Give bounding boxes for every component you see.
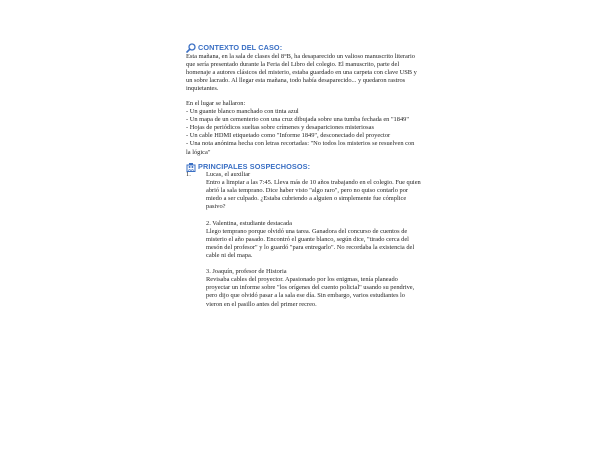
context-line: que sería presentado durante la Feria del Libro del colegio. El manuscrito, parte del [186,61,400,69]
suspect-description-line: Entro a limpiar a las 7:45. Lleva más de 10 años trabajando en el colegio. Fue quien [206,179,421,187]
suspect-description-line: pasivo? [206,203,226,211]
suspect-description-line: pero dijo que olvidó pasar a la sala ese día. Sin embargo, varios estudiantes lo [206,292,406,300]
suspects-heading-text: PRINCIPALES SOSPECHOSOS: [198,161,311,171]
finding-item: - Un mapa de un cementerio con una cruz dibujada sobre una tumba fechada en "1849" [186,116,409,124]
suspect-description-line: Revisaba cables del proyector. Apasionado por los enigmas, tenía planeado [206,276,398,284]
findings-list [186,100,414,157]
suspect-description-line: proyectar un informe sobre "los orígenes del cuento policial" usando su pendrive, [206,284,415,292]
suspect-description [196,276,416,308]
suspect-name: Lucas, el auxiliar [206,171,251,178]
suspect-item [196,171,421,211]
suspect-item [196,220,416,260]
finding-item: - Un guante blanco manchado con tinta azul [186,108,299,116]
suspect-description [196,228,416,260]
suspect-description [196,179,421,211]
finding-item: - Hojas de periódicos sueltas sobre crímenes y desapariciones misteriosas [186,124,374,132]
suspect-name: 3. Joaquín, profesor de Historia [206,268,287,276]
finding-item: - Una nota anónima hecha con letras recortadas: "No todos los misterios se resuelven con [186,140,415,148]
suspects-list [186,171,421,317]
findings-intro: En el lugar se hallaron: [186,100,246,107]
suspect-description-line: cable ni del mapa. [206,251,253,259]
context-heading [186,43,282,53]
suspect-description-line: vieron en el pasillo antes del primer recreo. [206,300,317,308]
context-paragraph [186,53,417,93]
magnifier-icon [186,43,196,53]
list-number: 1. [186,171,191,178]
suspect-name: 2. Valentina, estudiante destacada [206,219,292,227]
context-line: un sobre lacrado. Al llegar esta mañana, todo había desaparecido... y quedaron rastros [186,77,406,85]
finding-item-continued: la lógica" [186,148,211,156]
context-line: inquietantes. [186,85,219,93]
context-line: homenaje a autores clásicos del misterio, estaba guardado en una carpeta con clave USB y [186,69,417,77]
context-heading-text: CONTEXTO DEL CASO: [198,42,283,52]
suspect-description-line: abrió la sala temprano. Dice haber visto "algo raro", pero no quiso contarlo por [206,187,409,195]
suspect-description-line: misterio el año pasado. Encontró el guante blanco, según dice, "tirado cerca del [206,235,409,243]
context-line: Esta mañana, en la sala de clases del 8°B, ha desaparecido un valioso manuscrito literario [186,53,415,60]
suspect-description-line: Llego temprano porque olvidó una tarea. Ganadora del concurso de cuentos de [206,227,408,235]
suspect-description-line: miedo a ser culpado. ¿Estaba cubriendo a alguien o simplemente fue cómplice [206,195,407,203]
finding-item: - Un cable HDMI etiquetado como "Informe 1849", desconectado del proyector [186,132,391,140]
suspect-item [196,268,416,308]
suspect-description-line: mesón del profesor" y lo guardó "para entregarlo". No recordaba la existencia del [206,243,415,251]
